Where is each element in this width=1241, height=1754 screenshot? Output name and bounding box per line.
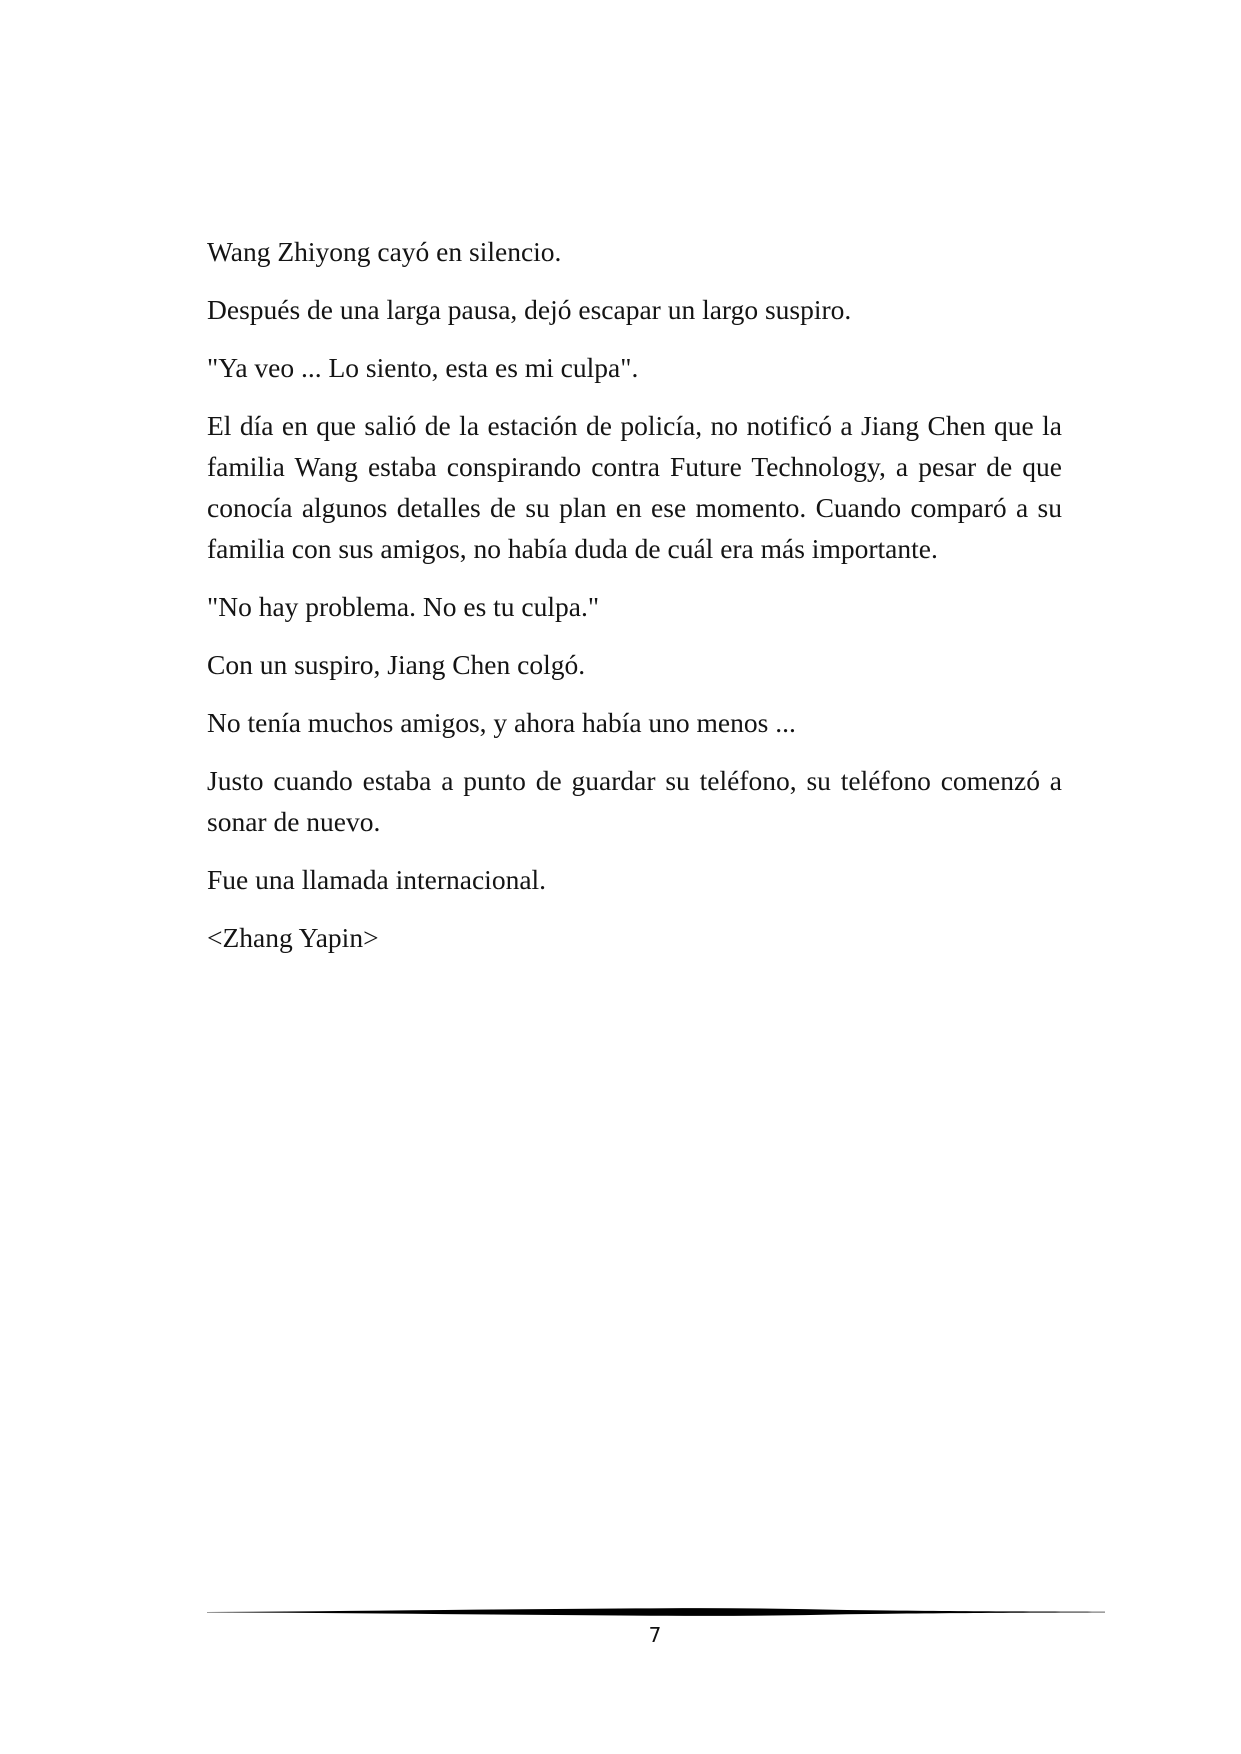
- paragraph: "Ya veo ... Lo siento, esta es mi culpa".: [207, 352, 639, 383]
- footer-divider: [207, 1605, 1105, 1619]
- paragraph: "No hay problema. No es tu culpa.": [207, 591, 600, 622]
- paragraph: Después de una larga pausa, dejó escapar un largo suspiro.: [207, 294, 852, 325]
- paragraph: El día en que salió de la estación de policía, no notificó a Jiang Chen que la familia Wang estaba conspirando contra Future Technology, a pesar de que conocía algunos detalles de su plan en ese momento. Cuando comparó a su familia con sus amigos, no había duda de cuál era más importante.: [207, 410, 1062, 564]
- page-body: [207, 231, 1062, 975]
- paragraph: Fue una llamada internacional.: [207, 864, 547, 895]
- paragraph: Con un suspiro, Jiang Chen colgó.: [207, 649, 586, 680]
- paragraph: No tenía muchos amigos, y ahora había uno menos ...: [207, 707, 796, 738]
- page-number: 7: [648, 1623, 662, 1647]
- paragraph: <Zhang Yapin>: [207, 922, 379, 953]
- paragraph: Justo cuando estaba a punto de guardar su teléfono, su teléfono comenzó a sonar de nuevo.: [207, 765, 1062, 837]
- paragraph: Wang Zhiyong cayó en silencio.: [207, 236, 562, 267]
